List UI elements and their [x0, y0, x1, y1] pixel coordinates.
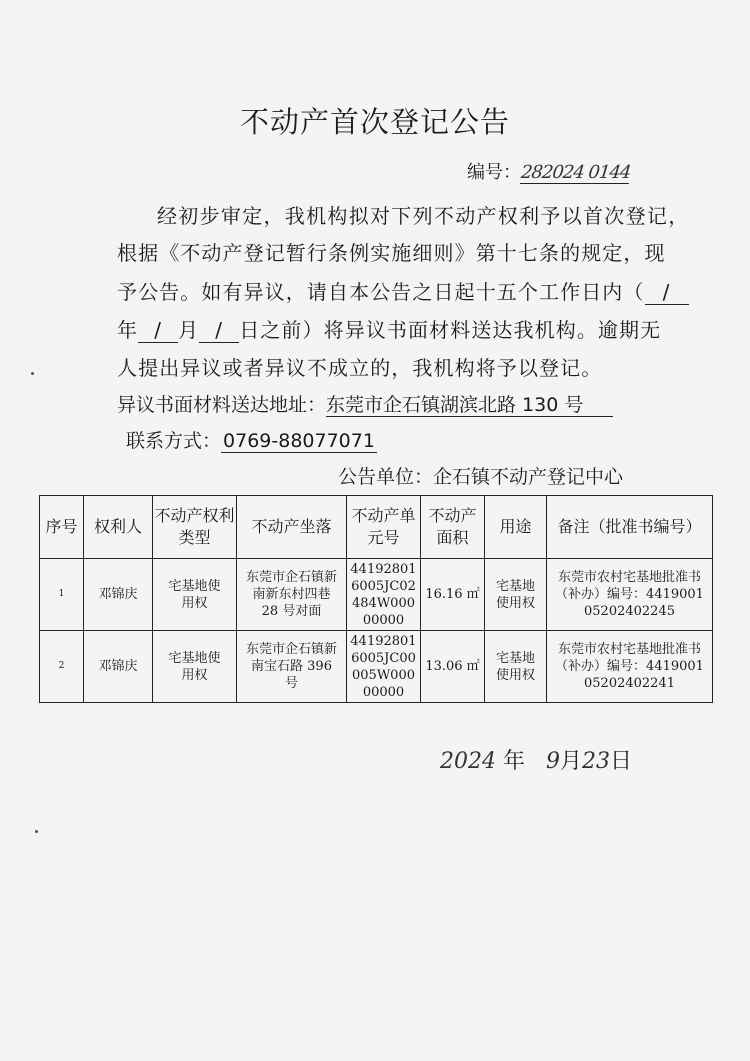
- serial-value: 282024 0144: [519, 162, 632, 183]
- cell-no: 1: [40, 559, 84, 631]
- cell-area: 16.16 ㎡: [421, 559, 485, 631]
- cell-location: 东莞市企石镇新南宝石路 396 号: [237, 631, 347, 703]
- para-line-5: 人提出异议或者异议不成立的，我机构将予以登记。: [117, 356, 603, 380]
- scan-speck: [35, 830, 38, 833]
- scan-speck: [31, 372, 34, 375]
- issuing-unit: 公告单位：企石镇不动产登记中心: [338, 466, 624, 488]
- para-line-4: [117, 314, 661, 343]
- blank-year: /: [645, 280, 689, 305]
- sig-day: 23: [582, 749, 611, 774]
- sig-month-label: 月: [560, 749, 583, 774]
- header-use: 用途: [485, 496, 547, 559]
- cell-holder: 邓锦庆: [84, 631, 153, 703]
- header-location: 不动产坐落: [237, 496, 347, 559]
- header-remark: 备注（批准书编号）: [547, 496, 713, 559]
- para-line-4-text: 日之前）将异议书面材料送达我机构。逾期无: [239, 318, 662, 342]
- cell-no: 2: [40, 631, 84, 703]
- cell-holder: 邓锦庆: [84, 559, 153, 631]
- cell-right-type: 宅基地使用权: [153, 559, 237, 631]
- cell-unit-no: 441928016005JC00005W00000000: [347, 631, 421, 703]
- page-title: 不动产首次登记公告: [239, 105, 510, 139]
- para-line-2: 根据《不动产登记暂行条例实施细则》第十七条的规定，现: [117, 241, 666, 265]
- month-text: 月: [178, 318, 200, 342]
- sig-year-label: 年: [503, 749, 526, 774]
- header-right-type: 不动产权利类型: [153, 496, 237, 559]
- sig-year: 2024: [440, 749, 496, 774]
- year-text: 年: [117, 318, 139, 342]
- cell-use: 宅基地使用权: [485, 631, 547, 703]
- cell-use: 宅基地使用权: [485, 559, 547, 631]
- contact-label: 联系方式：: [126, 430, 222, 452]
- cell-right-type: 宅基地使用权: [153, 631, 237, 703]
- cell-unit-no: 441928016005JC02484W00000000: [347, 559, 421, 631]
- serial-number: [467, 158, 630, 184]
- header-area: 不动产面积: [421, 496, 485, 559]
- blank-month: /: [138, 318, 178, 343]
- address-value: 东莞市企石镇湖滨北路 130 号: [326, 394, 613, 417]
- registration-table: [39, 495, 713, 703]
- header-holder: 权利人: [84, 496, 153, 559]
- contact-value: 0769-88077071: [223, 430, 375, 452]
- table-row: [40, 631, 713, 703]
- para-line-3-text: 予公告。如有异议，请自本公告之日起十五个工作日内（: [117, 280, 645, 304]
- cell-remark: 东莞市农村宅基地批准书（补办）编号：441900105202402245: [547, 559, 713, 631]
- signature-date: [440, 744, 632, 775]
- address-label: 异议书面材料送达地址：: [117, 394, 327, 416]
- cell-location: 东莞市企石镇新南新东村四巷 28 号对面: [237, 559, 347, 631]
- sig-month: 9: [546, 749, 560, 774]
- sig-day-label: 日: [610, 749, 633, 774]
- table-header-row: [40, 496, 713, 559]
- blank-day: /: [199, 318, 239, 343]
- para-line-1: 经初步审定，我机构拟对下列不动产权利予以首次登记，: [157, 204, 690, 228]
- objection-address: [117, 390, 613, 417]
- header-unit-no: 不动产单元号: [347, 496, 421, 559]
- serial-label: 编号：: [467, 162, 521, 183]
- contact-info: [126, 426, 377, 453]
- table-row: [40, 559, 713, 631]
- cell-remark: 东莞市农村宅基地批准书（补办）编号：441900105202402241: [547, 631, 713, 703]
- para-line-3: [117, 276, 689, 305]
- cell-area: 13.06 ㎡: [421, 631, 485, 703]
- header-no: 序号: [40, 496, 84, 559]
